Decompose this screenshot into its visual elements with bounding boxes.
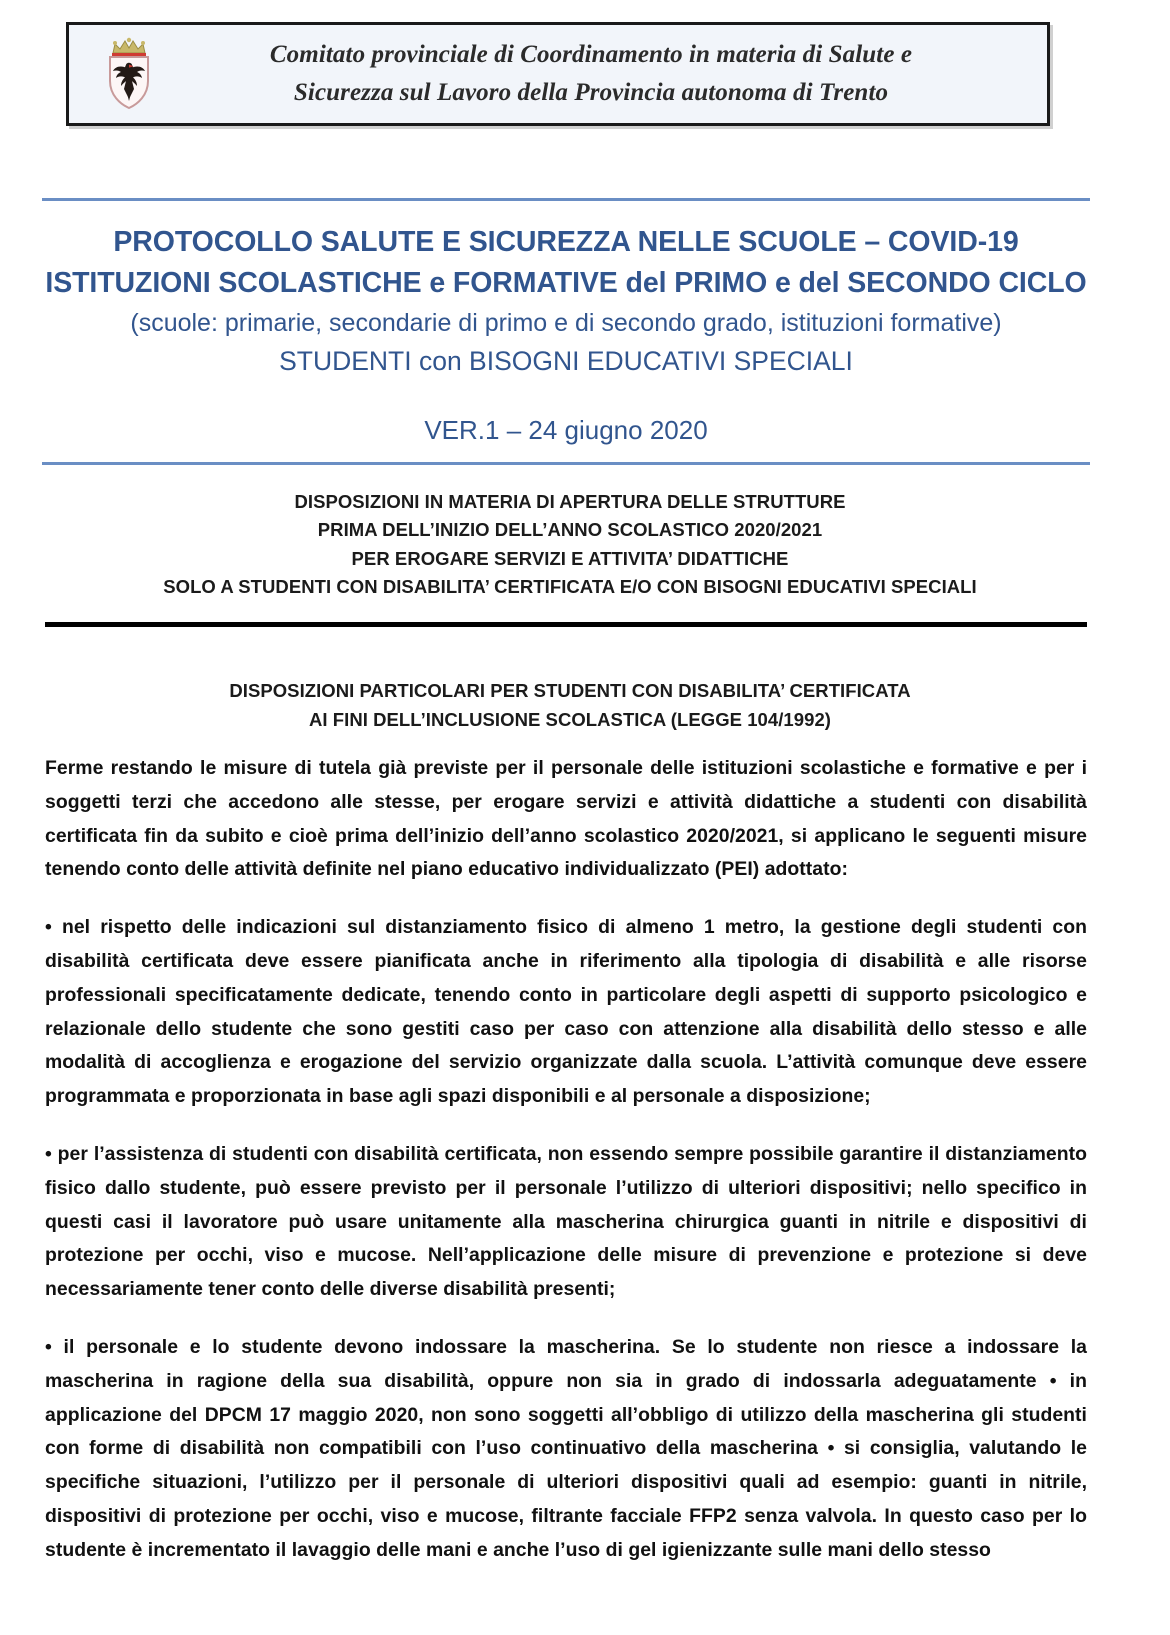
document-title-block (42, 222, 1090, 446)
banner-title-line-1: Comitato provinciale di Coordinamento in materia di Salute e (269, 41, 913, 68)
page-title: PROTOCOLLO SALUTE E SICUREZZA NELLE SCUOLE – COVID-19 (113, 226, 1019, 258)
notice-block (70, 488, 1070, 601)
banner-title-line-2: Sicurezza sul Lavoro della Provincia autonoma di Trento (293, 79, 889, 106)
body-content (45, 752, 1087, 1568)
notice-line-1: DISPOSIZIONI IN MATERIA DI APERTURA DELLE STRUTTURE (294, 491, 846, 512)
divider-blue-top (42, 198, 1090, 201)
page-subtitle: ISTITUZIONI SCOLASTICHE e FORMATIVE del PRIMO e del SECONDO CICLO (45, 267, 1087, 300)
notice-line-3: PER EROGARE SERVIZI E ATTIVITA’ DIDATTICHE (351, 547, 789, 569)
intro-paragraph: Ferme restando le misure di tutela già previste per il personale delle istituzioni scolastiche e formative e per i soggetti terzi che accedono alle stesse, per erogare servizi e attività didattiche a studenti con disabilità certificata fin da subito e cioè prima dell’inizio dell’anno scolastico 2020/2021, si applicano le seguenti misure tenendo conto delle attività definite nel piano educativo individualizzato (PEI) adottato: (45, 757, 1087, 881)
notice-line-2: PRIMA DELL’INIZIO DELL’ANNO SCOLASTICO 2020/2021 (317, 519, 823, 541)
bullet-paragraph-1: • nel rispetto delle indicazioni sul distanziamento fisico di almeno 1 metro, la gestione degli studenti con disabilità certificata deve essere pianificata anche in riferimento alla tipologia di disabilità e alle risorse professionali specificatamente dedicate, tenendo conto in particolare degli aspetti di supporto psicologico e relazionale dello studente che sono gestiti caso per caso con attenzione alla disabilità dello stesso e alle modalità di accoglienza e erogazione del servizio organizzate dalla scuola. L’attività comunque deve essere programmata e proporzionata in base agli spazi disponibili e al personale a disposizione; (45, 916, 1087, 1108)
document-version: VER.1 – 24 giugno 2020 (424, 414, 708, 445)
trentino-eagle-crest-icon (100, 37, 158, 111)
divider-blue-bottom (42, 462, 1090, 465)
banner-title (189, 36, 1047, 112)
bullet-paragraph-3: • il personale e lo studente devono indossare la mascherina. Se lo studente non riesce a indossare la mascherina in ragione della sua disabilità, oppure non sia in grado di indossarla adeguatamente • in applicazione del DPCM 17 maggio 2020, non sono soggetti all’obbligo di utilizzo della mascherina gli studenti con forme di disabilità non compatibili con l’uso continuativo della mascherina • si consiglia, valutando le specifiche situazioni, l’utilizzo per il personale di ulteriori dispositivi quali ad esempio: guanti in nitrile, dispositivi di protezione per occhi, viso e mucose, filtrante facciale FFP2 senza valvola. In questo caso per lo studente è incrementato il lavaggio delle mani e anche l’uso di gel igienizzante sulle mani dello stesso (45, 1335, 1087, 1561)
bullet-paragraph-2: • per l’assistenza di studenti con disabilità certificata, non essendo sempre possibile garantire il distanziamento fisico dallo studente, può essere previsto per il personale l’utilizzo di ulteriori dispositivi; nello specifico in questi casi il lavoratore può usare unitamente alla mascherina chirurgica guanti in nitrile e dispositivi di protezione per occhi, viso e mucose. Nell’applicazione delle misure di prevenzione e protezione si deve necessariamente tener conto delle diverse disabilità presenti; (45, 1142, 1087, 1301)
divider-black (45, 622, 1087, 627)
page-subtitle-detail: (scuole: primarie, secondarie di primo e di secondo grado, istituzioni formative) (130, 308, 1002, 337)
section-heading-line-1: DISPOSIZIONI PARTICOLARI PER STUDENTI CON DISABILITA’ CERTIFICATA (229, 680, 911, 701)
notice-line-4: SOLO A STUDENTI CON DISABILITA’ CERTIFICATA E/O CON BISOGNI EDUCATIVI SPECIALI (163, 575, 977, 597)
crest-container (69, 25, 189, 123)
header-banner (66, 22, 1050, 126)
page-subtitle-audience: STUDENTI con BISOGNI EDUCATIVI SPECIALI (279, 346, 853, 377)
section-heading-line-2: AI FINI DELL’INCLUSIONE SCOLASTICA (LEGGE 104/1992) (308, 709, 831, 731)
section-heading (70, 676, 1070, 734)
